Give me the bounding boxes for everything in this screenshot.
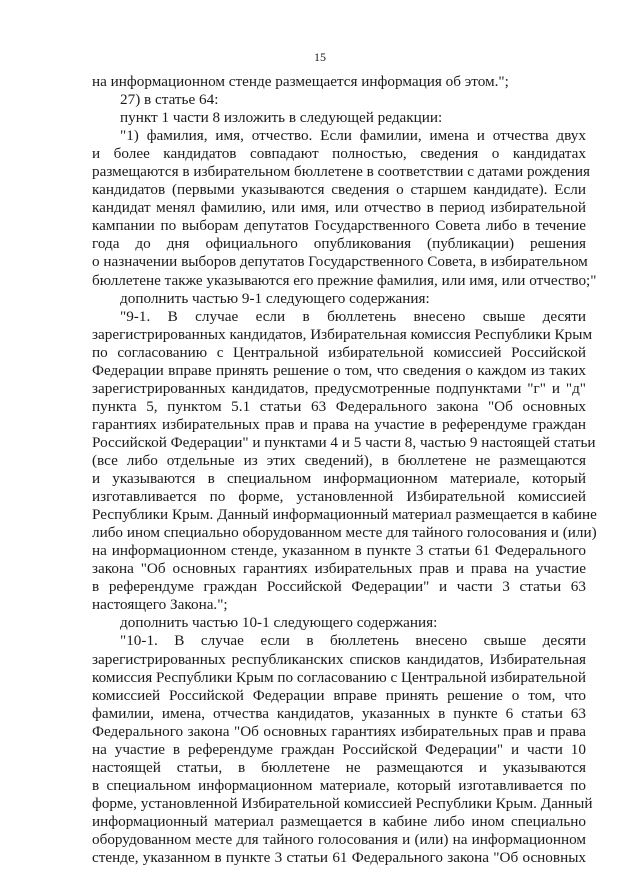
text-line: кандидатов (первыми указываются сведения о старшем кандидате). Если — [92, 181, 586, 199]
text-line: дополнить частью 9-1 следующего содержания: — [120, 289, 430, 307]
text-line: "10-1. В случае если в бюллетень внесено свыше десяти — [120, 632, 586, 650]
text-line: либо ином специально оборудованном месте для тайного голосования и (или) — [92, 524, 597, 542]
text-line: информационный материал размещается в кабине либо ином специально — [92, 812, 586, 830]
document-body — [92, 73, 597, 867]
text-line: Федерации вправе принять решение о том, что сведения о каждом из таких — [92, 361, 586, 379]
page-number: 15 — [314, 50, 326, 64]
text-line: комиссия Республики Крым по согласованию с Центральной избирательной — [92, 668, 586, 686]
text-line: 27) в статье 64: — [120, 91, 219, 109]
text-line: о назначении выборов депутатов Государственного Совета, в избирательном — [92, 253, 588, 271]
text-line: закона "Об основных гарантиях избирательных прав и права на участие — [92, 560, 586, 578]
text-line: пункта 5, пунктом 5.1 статьи 63 Федерального закона "Об основных — [92, 397, 586, 415]
text-line: настоящего Закона."; — [92, 596, 228, 614]
text-line: на информационном стенде размещается информация об этом."; — [92, 73, 509, 90]
text-line: в специальном информационном материале, который изготавливается по — [92, 776, 586, 794]
text-line: стенде, указанном в пункте 3 статьи 61 Федерального закона "Об основных — [92, 849, 586, 867]
text-line: зарегистрированных кандидатов, Избирательная комиссия Республики Крым — [92, 325, 593, 343]
text-line: зарегистрированных кандидатов, предусмотренные подпунктами "г" и "д" — [92, 379, 586, 397]
text-line: дополнить частью 10-1 следующего содержания: — [120, 614, 438, 632]
text-line: пункт 1 части 8 изложить в следующей редакции: — [120, 109, 443, 127]
text-line: зарегистрированных республиканских списков кандидатов, Избирательная — [92, 650, 586, 668]
text-line: форме, установленной Избирательной комиссией Республики Крым. Данный — [92, 794, 593, 812]
text-line: оборудованном месте для тайного голосования и (или) на информационном — [92, 830, 586, 848]
text-line: кампании по выборам депутатов Государственного Совета либо в течение — [92, 217, 586, 235]
text-line: фамилии, имена, отчества кандидатов, указанных в пункте 6 статьи 63 — [92, 704, 586, 722]
text-line: гарантиях избирательных прав и права на участие в референдуме граждан — [92, 415, 586, 433]
text-line: Федерального закона "Об основных гарантиях избирательных прав и права — [92, 722, 586, 740]
text-line: и более кандидатов совпадают полностью, сведения о кандидатах — [92, 145, 586, 163]
text-line: настоящей статьи, в бюллетене не размещаются и указываются — [92, 758, 586, 776]
text-line: размещаются в избирательном бюллетене в соответствии с датами рождения — [92, 163, 590, 181]
text-line: изготавливается по форме, установленной Избирательной комиссией — [92, 488, 586, 506]
text-line: в референдуме граждан Российской Федерации" и части 3 статьи 63 — [92, 578, 586, 596]
text-line: "9-1. В случае если в бюллетень внесено свыше десяти — [120, 307, 586, 325]
text-line: бюллетене также указываются его прежние фамилия, или имя, или отчество;" — [92, 271, 597, 289]
text-line: комиссией Российской Федерации вправе принять решение о том, что — [92, 686, 586, 704]
text-line: на информационном стенде, указанном в пункте 3 статьи 61 Федерального — [92, 542, 586, 560]
text-line: по согласованию с Центральной избирательной комиссией Российской — [92, 343, 586, 361]
text-line: (все либо отдельные из этих сведений), в бюллетене не размещаются — [92, 451, 586, 469]
text-line: Российской Федерации" и пунктами 4 и 5 части 8, частью 9 настоящей статьи — [92, 433, 596, 451]
text-line: Республики Крым. Данный информационный материал размещается в кабине — [92, 506, 597, 524]
text-line: на участие в референдуме граждан Российской Федерации" и части 10 — [92, 740, 586, 758]
text-line: кандидат менял фамилию, или имя, или отчество в период избирательной — [92, 199, 586, 217]
text-line: года до дня официального опубликования (публикации) решения — [92, 235, 586, 253]
text-line: "1) фамилия, имя, отчество. Если фамилии, имена и отчества двух — [120, 127, 586, 145]
text-line: и указываются в специальном информационном материале, который — [92, 470, 586, 488]
